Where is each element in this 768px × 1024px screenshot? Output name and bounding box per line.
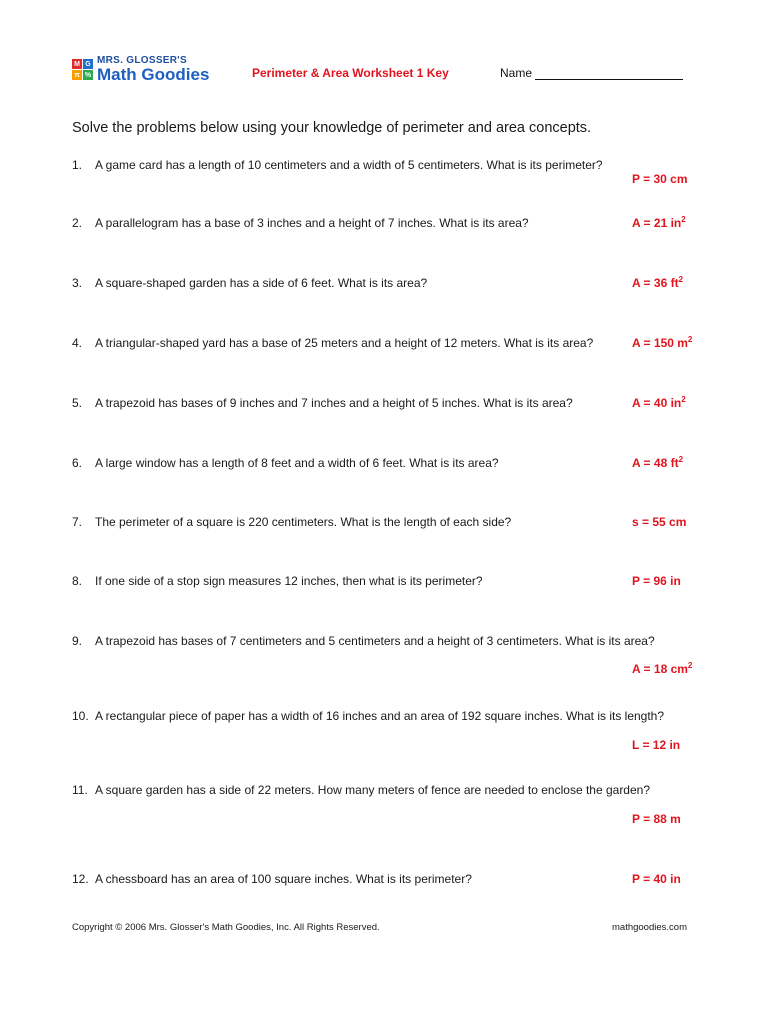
answer-text: P = 30 cm	[632, 172, 688, 186]
problem-item	[72, 634, 655, 648]
answer-text: P = 40 in	[632, 872, 681, 886]
problem-number: 2.	[72, 216, 83, 230]
answer	[632, 662, 692, 676]
problem-item	[72, 216, 529, 230]
problem-number: 5.	[72, 396, 83, 410]
problem-number: 8.	[72, 574, 83, 588]
answer-text: A = 21 in	[632, 216, 682, 230]
problem-number: 1.	[72, 158, 83, 172]
answer-text: A = 36 ft	[632, 276, 679, 290]
logo-cell: M	[72, 59, 82, 69]
answer	[632, 216, 686, 230]
logo-cell: %	[84, 71, 92, 79]
problem-item	[72, 158, 603, 172]
answer-exponent: 2	[678, 275, 684, 284]
problem-number: 12.	[72, 872, 89, 886]
footer-site: mathgoodies.com	[612, 922, 687, 933]
problem-item	[72, 515, 511, 529]
answer	[632, 738, 680, 752]
problem-number: 4.	[72, 336, 83, 350]
name-label: Name	[500, 66, 533, 80]
answer	[632, 812, 681, 826]
problem-number: 9.	[72, 634, 83, 648]
answer-text: L = 12 in	[632, 738, 681, 752]
answer-text: A = 40 in	[632, 396, 682, 410]
problem-number: 6.	[72, 456, 83, 470]
footer-copyright: Copyright © 2006 Mrs. Glosser's Math Goodies, Inc. All Rights Reserved.	[72, 922, 380, 933]
logo-cell: G	[83, 59, 93, 69]
answer-exponent: 2	[681, 215, 686, 224]
problem-text: A rectangular piece of paper has a width of 16 inches and an area of 192 square inches. What is its length?	[95, 709, 665, 723]
problem-item	[72, 456, 499, 470]
logo-text	[97, 56, 209, 83]
problem-text: A chessboard has an area of 100 square inches. What is its perimeter?	[95, 872, 472, 886]
problem-item	[72, 336, 593, 350]
answer-text: P = 96 in	[632, 574, 681, 588]
logo-cell: π	[72, 70, 82, 80]
logo-icon	[72, 59, 93, 80]
problem-number: 3.	[72, 276, 83, 290]
problem-number: 7.	[72, 515, 83, 529]
answer-exponent: 2	[687, 661, 693, 670]
problem-number: 10.	[72, 709, 89, 723]
answer-text: A = 150 m	[632, 336, 688, 350]
answer-exponent: 2	[681, 395, 686, 404]
problem-text: A triangular-shaped yard has a base of 25 meters and a height of 12 meters. What is its area?	[95, 336, 594, 350]
problem-item	[72, 709, 664, 723]
problem-item	[72, 783, 650, 797]
problem-text: A square garden has a side of 22 meters. How many meters of fence are needed to enclose the garden?	[95, 783, 651, 797]
problem-item	[72, 396, 573, 410]
answer-exponent: 2	[678, 455, 684, 464]
logo-top-text: MRS. GLOSSER'S	[97, 55, 187, 66]
answer-text: P = 88 m	[632, 812, 681, 826]
problem-text: A large window has a length of 8 feet and a width of 6 feet. What is its area?	[95, 456, 499, 470]
problem-text: A trapezoid has bases of 7 centimeters and 5 centimeters and a height of 3 centimeters. What is its area?	[95, 634, 655, 648]
problem-item	[72, 276, 427, 290]
answer-text: A = 18 cm	[632, 662, 688, 676]
problem-text: A square-shaped garden has a side of 6 feet. What is its area?	[95, 276, 428, 290]
problem-text: If one side of a stop sign measures 12 inches, then what is its perimeter?	[95, 574, 483, 588]
problem-text: The perimeter of a square is 220 centimeters. What is the length of each side?	[95, 515, 512, 529]
answer	[632, 872, 681, 886]
name-field	[500, 66, 683, 80]
problem-item	[72, 872, 472, 886]
answer	[632, 276, 683, 290]
answer	[632, 336, 692, 350]
problem-text: A trapezoid has bases of 9 inches and 7 inches and a height of 5 inches. What is its area?	[95, 396, 573, 410]
logo	[72, 56, 209, 83]
problem-text: A parallelogram has a base of 3 inches and a height of 7 inches. What is its area?	[95, 216, 529, 230]
problem-item	[72, 574, 483, 588]
logo-bottom-text: Math Goodies	[97, 65, 210, 84]
problem-text: A game card has a length of 10 centimeters and a width of 5 centimeters. What is its perimeter?	[95, 158, 603, 172]
answer	[632, 515, 686, 529]
answer	[632, 172, 688, 186]
instructions: Solve the problems below using your knowledge of perimeter and area concepts.	[72, 120, 592, 136]
problem-number: 11.	[72, 783, 88, 797]
answer	[632, 456, 683, 470]
worksheet-title: Perimeter & Area Worksheet 1 Key	[252, 66, 449, 80]
answer-text: A = 48 ft	[632, 456, 679, 470]
answer	[632, 574, 681, 588]
answer-exponent: 2	[687, 335, 693, 344]
name-line[interactable]	[535, 67, 683, 80]
answer-text: s = 55 cm	[632, 515, 687, 529]
answer	[632, 396, 686, 410]
